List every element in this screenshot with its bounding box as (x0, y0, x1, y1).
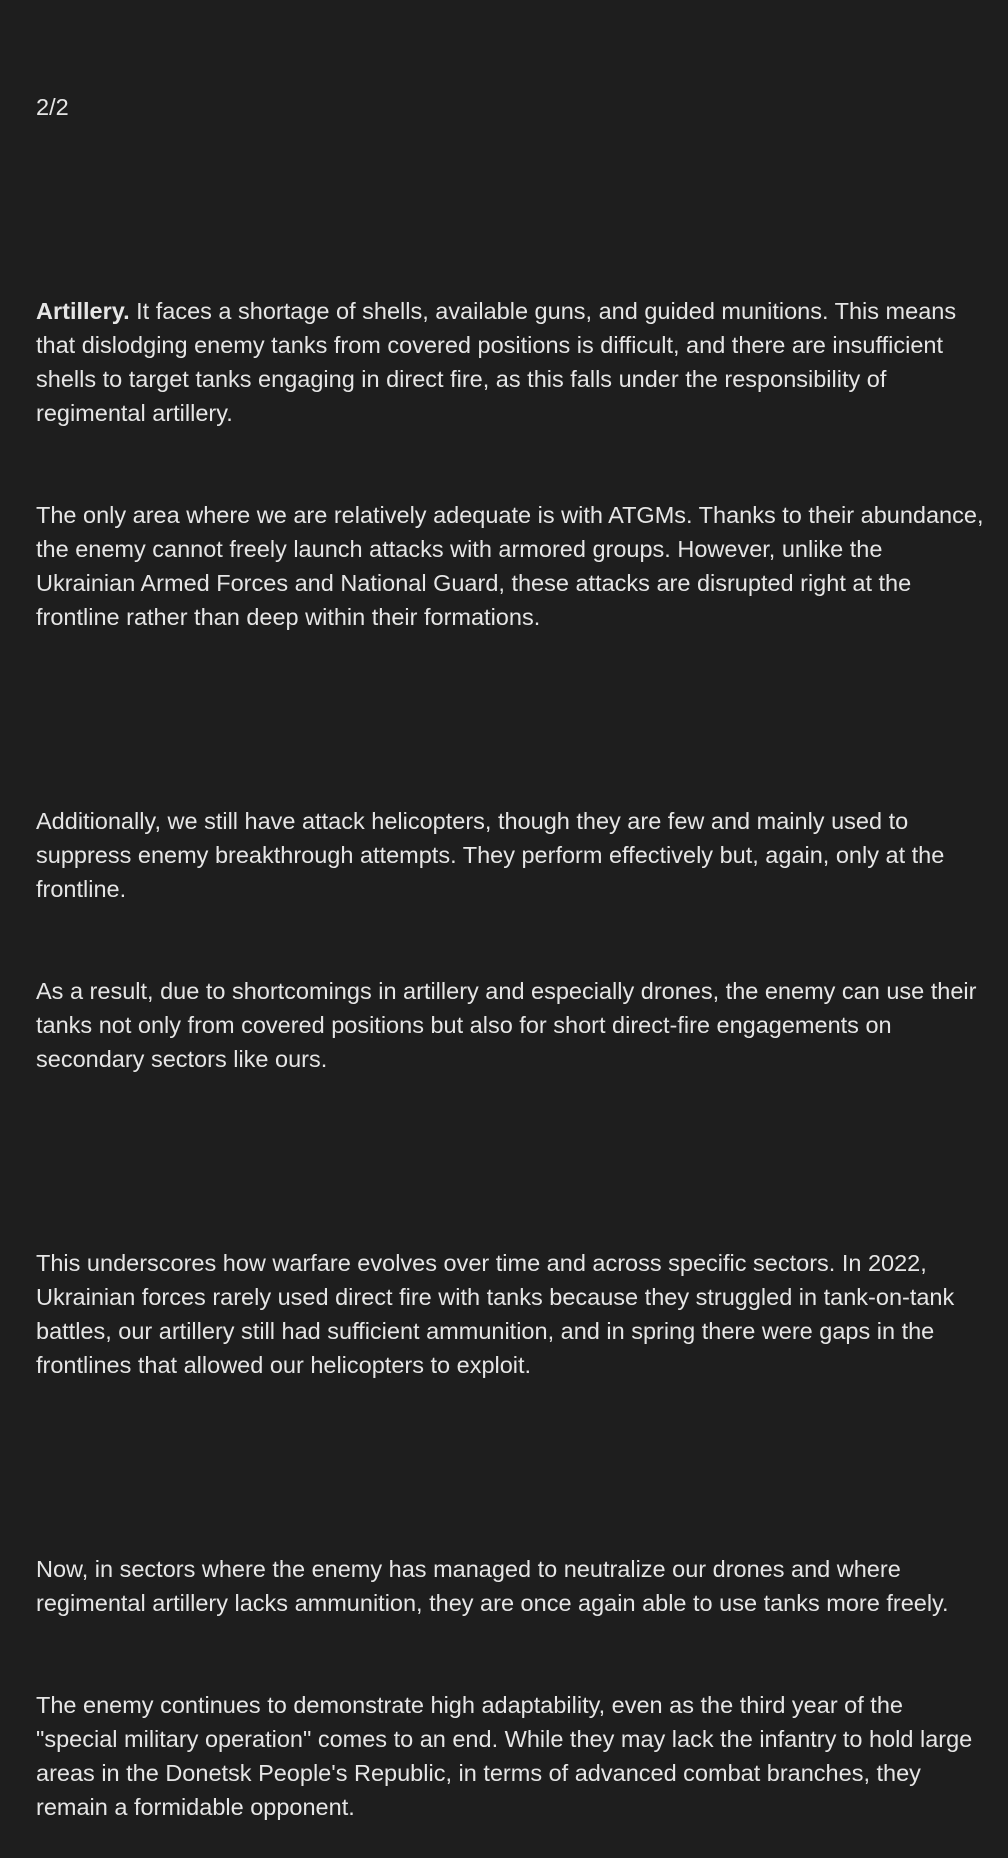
artillery-heading: Artillery. (36, 298, 130, 324)
paragraph-adaptability: The enemy continues to demonstrate high adaptability, even as the third year of the "special military operation" comes to an end. While they may lack the infantry to hold large areas in the Donetsk People's Republic, in terms of advanced combat branches, they remain a formidable opponent. (36, 1692, 979, 1820)
message-body (36, 22, 991, 1858)
paragraph-result: As a result, due to shortcomings in artillery and especially drones, the enemy can use their tanks not only from covered positions but also for short direct-fire engagements on secondary sectors like ours. (36, 978, 984, 1072)
paragraph-artillery (36, 294, 986, 430)
artillery-text: It faces a shortage of shells, available guns, and guided munitions. This means that dislodging enemy tanks from covered positions is difficult, and there are insufficient shells to target tanks engaging in direct fire, as this falls under the responsibility of regimental artillery. (36, 298, 963, 426)
paragraph-gap (36, 1450, 986, 1484)
paragraph-gap (36, 192, 986, 226)
paragraph-helicopters: Additionally, we still have attack helicopters, though they are few and mainly used to suppress enemy breakthrough attempts. They perform effectively but, again, only at the frontline. (36, 808, 951, 902)
paragraph-now: Now, in sectors where the enemy has managed to neutralize our drones and where regimental artillery lacks ammunition, they are once again able to use tanks more freely. (36, 1556, 949, 1616)
paragraph-gap (36, 702, 986, 736)
page-indicator: 2/2 (36, 94, 69, 120)
paragraph-gap (36, 1144, 986, 1178)
paragraph-warfare-evolves: This underscores how warfare evolves over time and across specific sectors. In 2022, Ukrainian forces rarely used direct fire with tanks because they struggled in tank-on-tank battles, our artillery still had sufficient ammunition, and in spring there were gaps in the frontlines that allowed our helicopters to exploit. (36, 1250, 961, 1378)
paragraph-atgm: The only area where we are relatively adequate is with ATGMs. Thanks to their abundance, the enemy cannot freely launch attacks with armored groups. However, unlike the Ukrainian Armed Forces and National Guard, these attacks are disrupted right at the frontline rather than deep within their formations. (36, 502, 991, 630)
